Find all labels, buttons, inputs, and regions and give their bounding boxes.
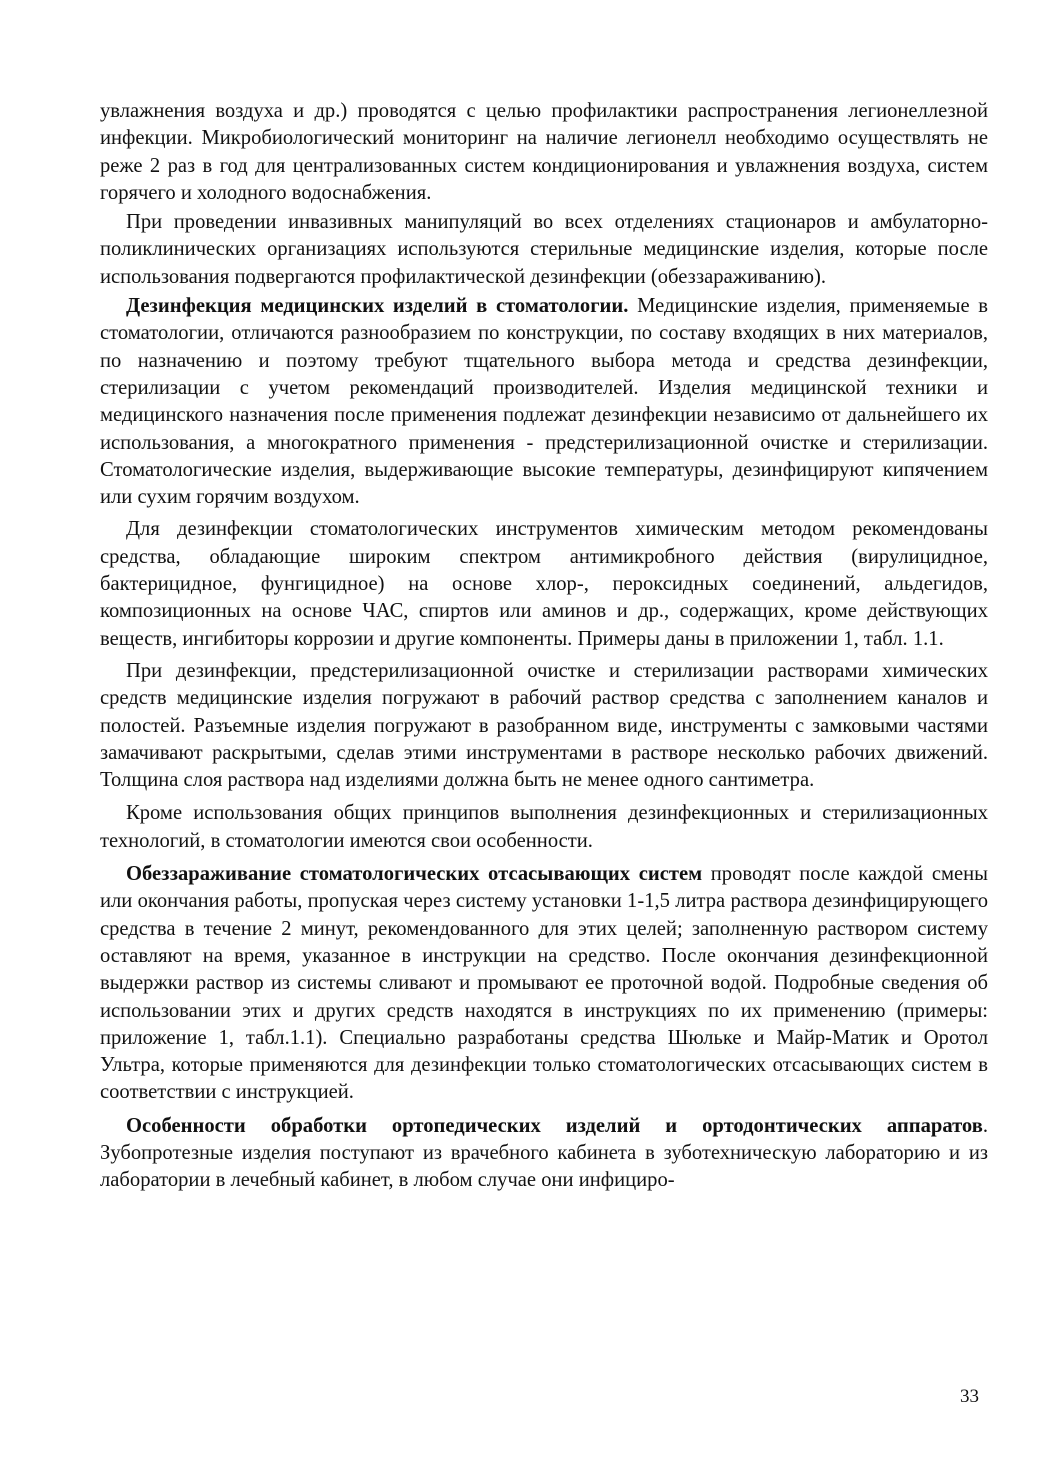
paragraph-features bbox=[100, 800, 988, 855]
paragraph-text: увлажнения воздуха и др.) проводятся с целью профилактики распространения легионеллезной инфекции. Микробиологический мониторинг на наличие легионелл необходимо осуществлять не реже 2 раз в год для централизованных систем кондиционирования и увлажнения воздуха, систем горячего и холодного водоснабжения. bbox=[100, 100, 988, 204]
paragraph-text: . Зубопротезные изделия поступают из врачебного кабинета в зуботехническую лабораторию и из лаборатории в лечебный кабинет, в любом случае они инфициро- bbox=[100, 1114, 988, 1192]
paragraph-chemical-method bbox=[100, 516, 988, 652]
paragraph-invasive-procedures bbox=[100, 209, 988, 291]
paragraph-text: При дезинфекции, предстерилизационной очистке и стерилизации растворами химических средств медицинские изделия погружают в рабочий раствор средства с заполнением каналов и полостей. Разъемные изделия погружают в разобранном виде, инструменты с замковыми частями замачивают раскрытыми, сделав этими инструментами в растворе несколько рабочих движений. Толщина слоя раствора над изделиями должна быть не менее одного сантиметра. bbox=[100, 659, 988, 792]
paragraph-text: Для дезинфекции стоматологических инструментов химическим методом рекомендованы средства, обладающие широким спектром антимикробного действия (вирулицидное, бактерицидное, фунгицидное) на основе хлор-, пероксидных соединений, альдегидов, композиционных на основе ЧАС, спиртов или аминов и др., содержащих, кроме действующих веществ, ингибиторы коррозии и другие компоненты. Примеры даны в приложении 1, табл. 1.1. bbox=[100, 518, 988, 650]
paragraph-orthopedic-devices bbox=[100, 1113, 988, 1195]
paragraph-text: Кроме использования общих принципов выполнения дезинфекционных и стерилизационных технологий, в стоматологии имеются свои особенности. bbox=[100, 802, 988, 852]
paragraph-heading: Дезинфекция медицинских изделий в стоматологии. bbox=[126, 295, 629, 318]
page-body bbox=[100, 98, 988, 1195]
paragraph-heading: Обеззараживание стоматологических отсасывающих систем bbox=[126, 863, 703, 886]
paragraph-heading: Особенности обработки ортопедических изделий и ортодонтических аппаратов bbox=[126, 1114, 983, 1137]
paragraph-text: Медицинские изделия, применяемые в стоматологии, отличаются разнообразием по конструкции, по составу входящих в них материалов, по назначению и поэтому требуют тщательного выбора метода и средства дезинфекции, стерилизации с учетом рекомендаций производителей. Изделия медицинской техники и медицинского назначения после применения подлежат дезинфекции независимо от дальнейшего их использования, а многократного применения - предстерилизационной очистке и стерилизации. Стоматологические изделия, выдерживающие высокие температуры, дезинфицируют кипячением или сухим горячим воздухом. bbox=[100, 295, 988, 509]
paragraph-legionella-continuation bbox=[100, 98, 988, 207]
page-number: 33 bbox=[960, 1386, 979, 1407]
paragraph-dental-disinfection bbox=[100, 293, 988, 511]
paragraph-suction-systems bbox=[100, 861, 988, 1107]
paragraph-immersion bbox=[100, 658, 988, 794]
paragraph-text: При проведении инвазивных манипуляций во всех отделениях стационаров и амбулаторно-поликлинических организациях используются стерильные медицинские изделия, которые после использования подвергаются профилактической дезинфекции (обеззараживанию). bbox=[100, 211, 988, 288]
paragraph-text: проводят после каждой смены или окончания работы, пропуская через систему установки 1-1,5 литра раствора дезинфицирующего средства в течение 2 минут, рекомендованного для этих целей; заполненную раствором систему оставляют на время, указанное в инструкции на средство. После окончания дезинфекционной выдержки раствор из системы сливают и промывают ее проточной водой. Подробные сведения об использовании этих и других средств находятся в инструкциях по их применению (примеры: приложение 1, табл.1.1). Специально разработаны средства Шюльке и Майр-Матик и Оротол Ультра, которые применяются для дезинфекции только стоматологических отсасывающих систем в соответствии с инструкцией. bbox=[100, 863, 988, 1104]
